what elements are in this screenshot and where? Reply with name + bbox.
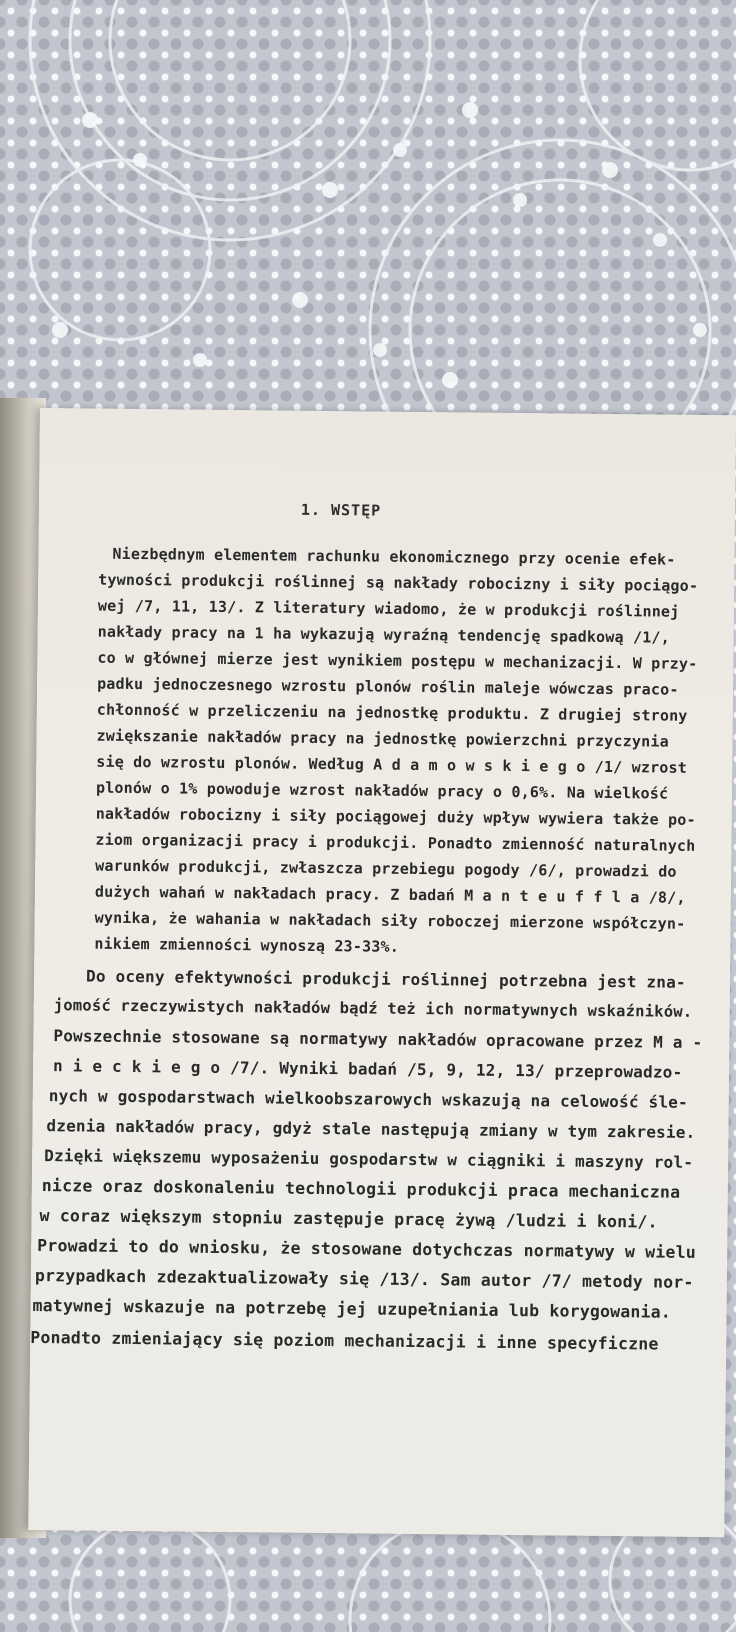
text-line: padku jednoczesnego wzrostu plonów roślin maleje wówczas praco-: [97, 674, 679, 699]
text-line: warunków produkcji, zwłaszcza przebiegu pogody /6/, prowadzi do: [95, 856, 677, 881]
text-line: zwiększanie nakładów pracy na jednostkę powierzchni przyczynia: [96, 726, 669, 751]
text-line: jomość rzeczywistych nakładów bądź też ich normatywnych wskaźników.: [53, 996, 693, 1021]
text-line: tywności produkcji roślinnej są nakłady robocizny i siły pociągo-: [98, 570, 699, 595]
text-line: co w głównej mierze jest wynikiem postępu w mechanizacji. W przy-: [97, 648, 698, 673]
text-line: dzenia nakładów pracy, gdyż stale następują zmiany w tym zakresie.: [46, 1116, 696, 1142]
text-line: ziom organizacji pracy i produkcji. Ponadto zmienność naturalnych: [95, 830, 696, 855]
text-line: chłonność w przeliczeniu na jednostkę produktu. Z drugiej strony: [96, 700, 688, 725]
text-line: Niezbędnym elementem rachunku ekonomicznego przy ocenie efek-: [112, 544, 676, 569]
text-line: przypadkach zdezaktualizowały się /13/. Sam autor /7/ metody nor-: [34, 1265, 694, 1292]
text-line: w coraz większym stopniu zastępuje pracę żywą /ludzi i koni/.: [39, 1206, 658, 1232]
text-line: Prowadzi to do wniosku, że stosowane dotychczas normatywy w wielu: [37, 1236, 696, 1262]
document-page: [28, 408, 736, 1537]
text-line: plonów o 1% powoduje wzrost nakładów pracy o 0,6%. Na wielkość: [95, 778, 669, 803]
text-line: się do wzrostu plonów. Według A d a m o w s k i e g o /1/ wzrost: [96, 752, 688, 777]
text-line: matywnej wskazuje na potrzebę jej uzupełniania lub korygowania.: [32, 1295, 672, 1322]
text-line: nikiem zmienności wynoszą 23-33%.: [94, 934, 400, 956]
text-line: nakłady pracy na 1 ha wykazują wyraźną tendencję spadkową /1/,: [97, 622, 671, 647]
text-line: Ponadto zmieniający się poziom mechanizacji i inne specyficzne: [30, 1327, 659, 1354]
text-line: Do oceny efektywności produkcji roślinnej potrzebna jest zna-: [85, 966, 686, 992]
section-heading: 1. WSTĘP: [300, 500, 382, 520]
text-line: dużych wahań w nakładach pracy. Z badań M a n t e u f f l a /8/,: [94, 882, 686, 907]
text-line: wynika, że wahania w nakładach siły roboczej mierzone współczyn-: [94, 908, 686, 933]
text-line: Powszechnie stosowane są normatywy nakładów opracowane przez M a -: [53, 1026, 703, 1052]
text-line: nicze oraz doskonaleniu technologii produkcji praca mechaniczna: [41, 1176, 681, 1202]
text-line: n i e c k i e g o /7/. Wyniki badań /5, 9, 12, 13/ przeprowadzo-: [53, 1056, 683, 1082]
text-line: nakładów robocizny i siły pociągowej duży wpływ wywiera także po-: [95, 804, 696, 829]
text-line: wej /7, 11, 13/. Z literatury wiadomo, że w produkcji roślinnej: [97, 596, 680, 621]
text-line: nych w gospodarstwach wielkoobszarowych wskazują na celowość śle-: [48, 1086, 689, 1112]
text-line: Dzięki większemu wyposażeniu gospodarstw w ciągniki i maszyny rol-: [44, 1146, 694, 1172]
